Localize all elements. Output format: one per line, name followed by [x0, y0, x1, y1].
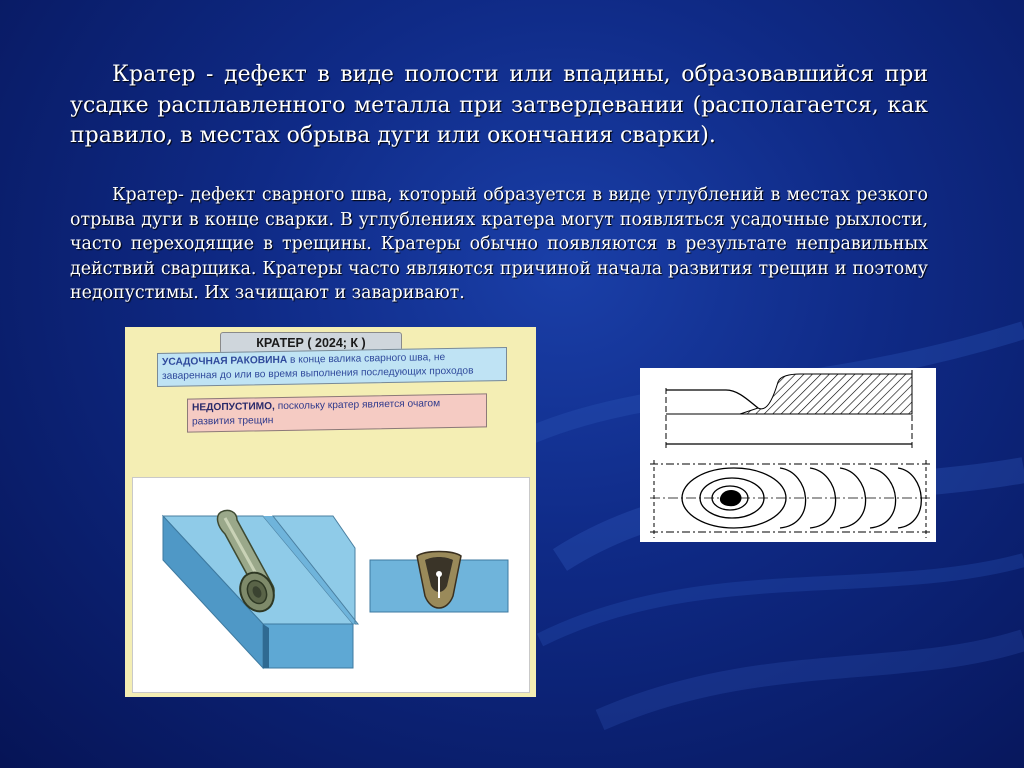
- crater-section-and-plan-drawing: [640, 368, 936, 542]
- not-allowed-label: НЕДОПУСТИМО,: [192, 401, 275, 414]
- crater-technical-diagram: [640, 368, 936, 542]
- weld-bead-illustration: [133, 478, 529, 692]
- shrinkage-cavity-text: в конце валика сварного шва, не заваренная до или во время выполнения последующих проходов: [162, 352, 474, 382]
- shrinkage-cavity-label: УСАДОЧНАЯ РАКОВИНА: [162, 354, 288, 368]
- definition-paragraph: Кратер - дефект в виде полости или впадины, образовавшийся при усадке расплавленного металла при затвердевании (располагается, как правило, в местах обрыва дуги или окончания сварки).: [70, 62, 928, 148]
- not-allowed-note: [187, 393, 487, 432]
- card-title: КРАТЕР ( 2024; К ): [220, 332, 402, 354]
- weld-bead-illustration-frame: [132, 477, 530, 693]
- shrinkage-cavity-note: [157, 347, 507, 387]
- description-paragraph: Кратер- дефект сварного шва, который образуется в виде углублений в местах резкого отрыва дуги в конце сварки. В углублениях кратера могут появляться усадочные рыхлости, часто переходящие в трещины. Кратеры обычно появляются в результате неправильных действий сварщика. Кратеры часто являются причиной начала развития трещин и поэтому недопустимы. Их зачищают и заваривают.: [70, 185, 928, 303]
- not-allowed-text: поскольку кратер является очагом развития трещин: [192, 398, 441, 428]
